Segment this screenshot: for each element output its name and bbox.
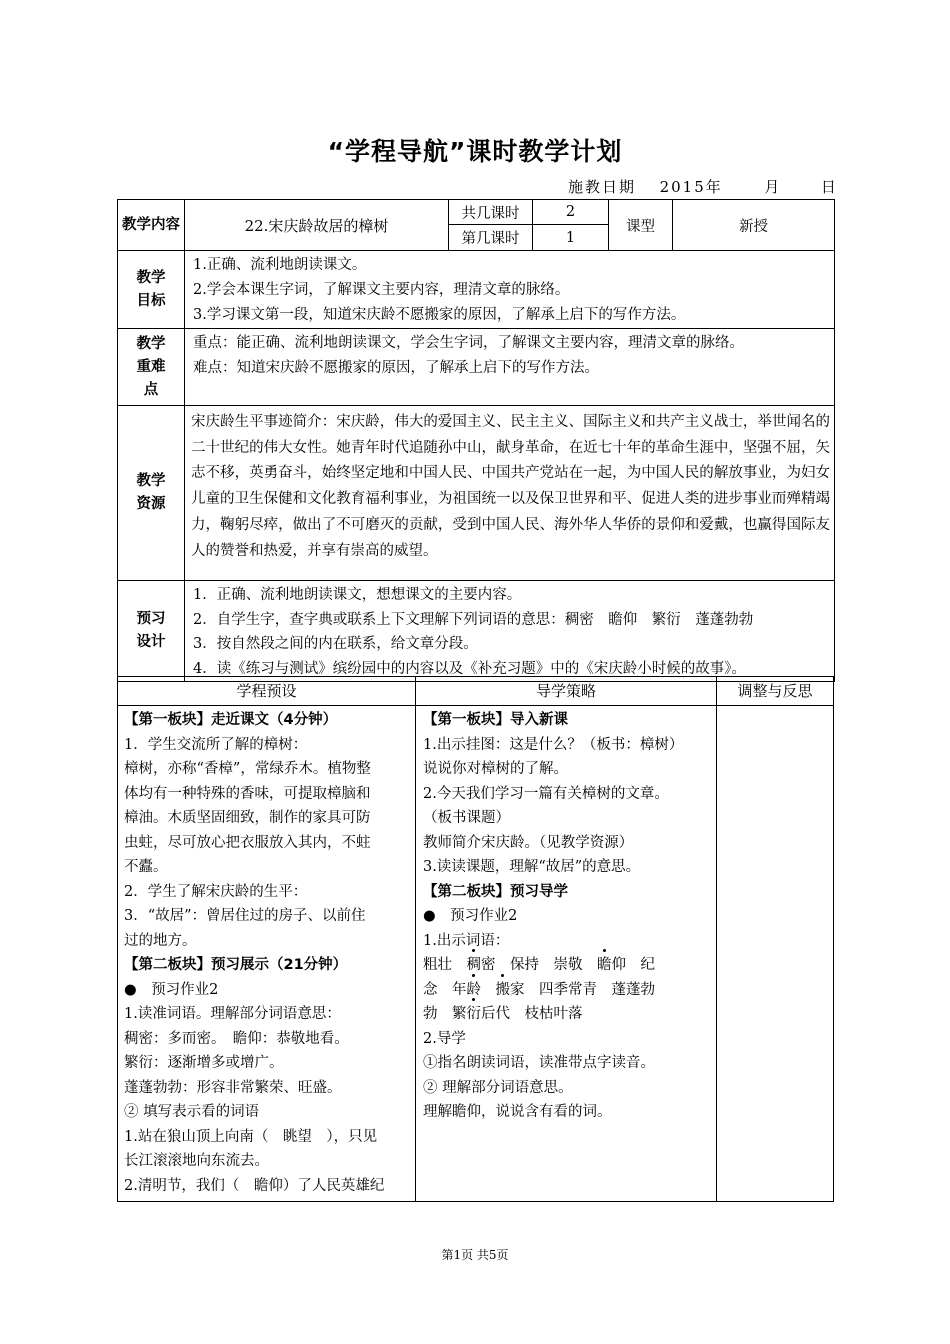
- text-line: 樟树，亦称“香樟”，常绿乔木。植物整: [124, 761, 371, 777]
- page-title: “学程导航”课时教学计划: [327, 137, 623, 166]
- lesson-title: 22.宋庆龄故居的樟树: [185, 200, 449, 251]
- process-grid: [117, 676, 834, 1202]
- objective-line: 2.学会本课生字词，了解课文主要内容，理清文章的脉络。: [193, 282, 570, 298]
- key-points-content: [185, 329, 835, 406]
- preview-line: 1．正确、流利地朗读课文，想想课文的主要内容。: [193, 587, 522, 603]
- text-line: 1.出示挂图：这是什么？（板书：樟树）: [423, 736, 684, 753]
- text-line: 蓬蓬勃勃：形容非常繁荣、旺盛。: [124, 1079, 342, 1096]
- objectives-label: 教学目标: [118, 251, 185, 329]
- text-line: 3.读读课题，理解“故居”的意思。: [423, 859, 641, 875]
- which-hour-label: 第几课时: [449, 225, 533, 251]
- text-line: 2.清明节，我们（ 瞻仰）了人民英雄纪: [124, 1177, 385, 1194]
- lesson-type-label: 课型: [609, 200, 673, 251]
- resources-label: 教学资源: [118, 406, 185, 581]
- lesson-type-value: 新授: [673, 200, 835, 251]
- emphasis-dot: 搬: [496, 978, 511, 1003]
- text-line: 不蠹。: [124, 859, 168, 875]
- text-line: 1.出示词语：: [423, 932, 510, 949]
- text-line: 念 年龄 搬家 四季常青 蓬蓬勃: [423, 978, 713, 1003]
- text-line: ● 预习作业2: [124, 981, 219, 998]
- text-line: 粗壮 稠密 保持 崇敬 瞻仰 纪: [423, 953, 713, 978]
- column-divider: [415, 677, 416, 1201]
- text-line: 【第二板块】预习导学: [423, 883, 568, 900]
- column-divider: [716, 677, 717, 1201]
- text-line: 【第二板块】预习展示（21分钟）: [124, 957, 348, 973]
- plan-table: [117, 199, 835, 682]
- preview-label: 预习设计: [118, 581, 185, 682]
- emphasis-dot: 龄: [467, 978, 482, 1003]
- text-line: 体均有一种特殊的香味，可提取樟脑和: [124, 785, 371, 802]
- text-line: ● 预习作业2: [423, 908, 518, 924]
- teaching-date-line: [568, 176, 838, 197]
- text-line: 教师简介宋庆龄。（见教学资源）: [423, 834, 634, 851]
- page-footer: 第1页 共5页: [441, 1248, 509, 1262]
- preset-column: [124, 708, 412, 1198]
- column-header-reflection: 调整与反思: [737, 682, 813, 700]
- strategy-column: [423, 708, 713, 1125]
- date-label: 施教日期: [568, 178, 637, 196]
- text-line: 稠密：多而密。 瞻仰：恭敬地看。: [124, 1030, 349, 1047]
- objectives-content: [185, 251, 835, 329]
- preview-line: 4．读《练习与测试》缤纷园中的内容以及《补充习题》中的《宋庆龄小时候的故事》。: [193, 660, 746, 677]
- preview-line: 3．按自然段之间的内在联系，给文章分段。: [193, 636, 478, 652]
- total-hours-value: 2: [533, 200, 609, 225]
- text-line: 【第一板块】导入新课: [423, 712, 568, 728]
- total-hours-label: 共几课时: [449, 200, 533, 225]
- preview-line: 2．自学生字，查字典或联系上下文理解下列词语的意思：稠密 瞻仰 繁衍 蓬蓬勃勃: [193, 611, 754, 628]
- key-points-label: 教学重难点: [118, 329, 185, 406]
- resources-content: 宋庆龄生平事迹简介：宋庆龄，伟大的爱国主义、民主主义、国际主义和共产主义战士，举世闻名的二十世纪的伟大女性。她青年时代追随孙中山，献身革命，在近七十年的革命生涯中，坚强不屈，矢志不移，英勇奋斗，始终坚定地和中国人民、中国共产党站在一起，为中国人民的解放事业，为妇女儿童的卫生保健和文化教育福利事业，为祖国统一以及保卫世界和平、促进人类的进步事业而殚精竭力，鞠躬尽瘁，做出了不可磨灭的贡献，受到中国人民、海外华人华侨的景仰和爱戴，也赢得国际友人的赞誉和热爱，并享有崇高的威望。: [185, 406, 835, 581]
- which-hour-value: 1: [533, 225, 609, 251]
- text-line: 【第一板块】走近课文（4分钟）: [124, 712, 338, 728]
- text-line: 繁衍：逐渐增多或增广。: [124, 1055, 284, 1071]
- emphasis-dot: 衍: [467, 1002, 482, 1027]
- text-line: 虫蛀，尽可放心把衣服放入其内，不蛀: [124, 834, 371, 851]
- column-header-preset: 学程预设: [236, 682, 297, 700]
- text-line: ② 理解部分词语意思。: [423, 1079, 573, 1096]
- text-line: 过的地方。: [124, 932, 197, 949]
- text-line: 2．学生了解宋庆龄的生平：: [124, 883, 308, 900]
- text-line: 2.今天我们学习一篇有关樟树的文章。: [423, 785, 669, 802]
- objective-line: 1.正确、流利地朗读课文。: [193, 257, 367, 273]
- date-month: 月: [764, 178, 782, 196]
- text-line: 1.站在狼山顶上向南（ 眺望 ），只见: [124, 1128, 378, 1145]
- preview-content: [185, 581, 835, 682]
- text-line: 说说你对樟树的了解。: [423, 761, 568, 777]
- emphasis-dot: 稠: [467, 953, 482, 978]
- text-line: ①指名朗读词语，读准带点字读音。: [423, 1055, 655, 1071]
- column-header-strategy: 导学策略: [535, 682, 596, 700]
- key-point-line: 重点：能正确、流利地朗读课文，学会生字词，了解课文主要内容，理清文章的脉络。: [193, 335, 744, 351]
- header-divider: [118, 705, 833, 706]
- text-line: 3．“故居”：曾居住过的房子、以前住: [124, 908, 366, 924]
- text-line: 理解瞻仰，说说含有看的词。: [423, 1104, 612, 1120]
- date-year: 2015年: [659, 178, 723, 196]
- text-line: 1．学生交流所了解的樟树：: [124, 736, 308, 753]
- text-line: 1.读准词语。理解部分词语意思：: [124, 1006, 341, 1022]
- date-day: 日: [820, 178, 838, 196]
- text-line: 2.导学: [423, 1030, 466, 1047]
- objective-line: 3.学习课文第一段，知道宋庆龄不愿搬家的原因，了解承上启下的写作方法。: [193, 307, 686, 323]
- content-label: 教学内容: [118, 200, 185, 251]
- text-line: （板书课题）: [423, 810, 510, 826]
- text-line: ② 填写表示看的词语: [124, 1104, 260, 1120]
- text-line: 樟油。木质坚固细致，制作的家具可防: [124, 810, 371, 826]
- text-line: 长江滚滚地向东流去。: [124, 1153, 269, 1169]
- emphasis-dot: 瞻: [597, 953, 612, 978]
- text-line: 勃 繁衍后代 枝枯叶落: [423, 1002, 713, 1027]
- key-point-line: 难点：知道宋庆龄不愿搬家的原因，了解承上启下的写作方法。: [193, 360, 599, 376]
